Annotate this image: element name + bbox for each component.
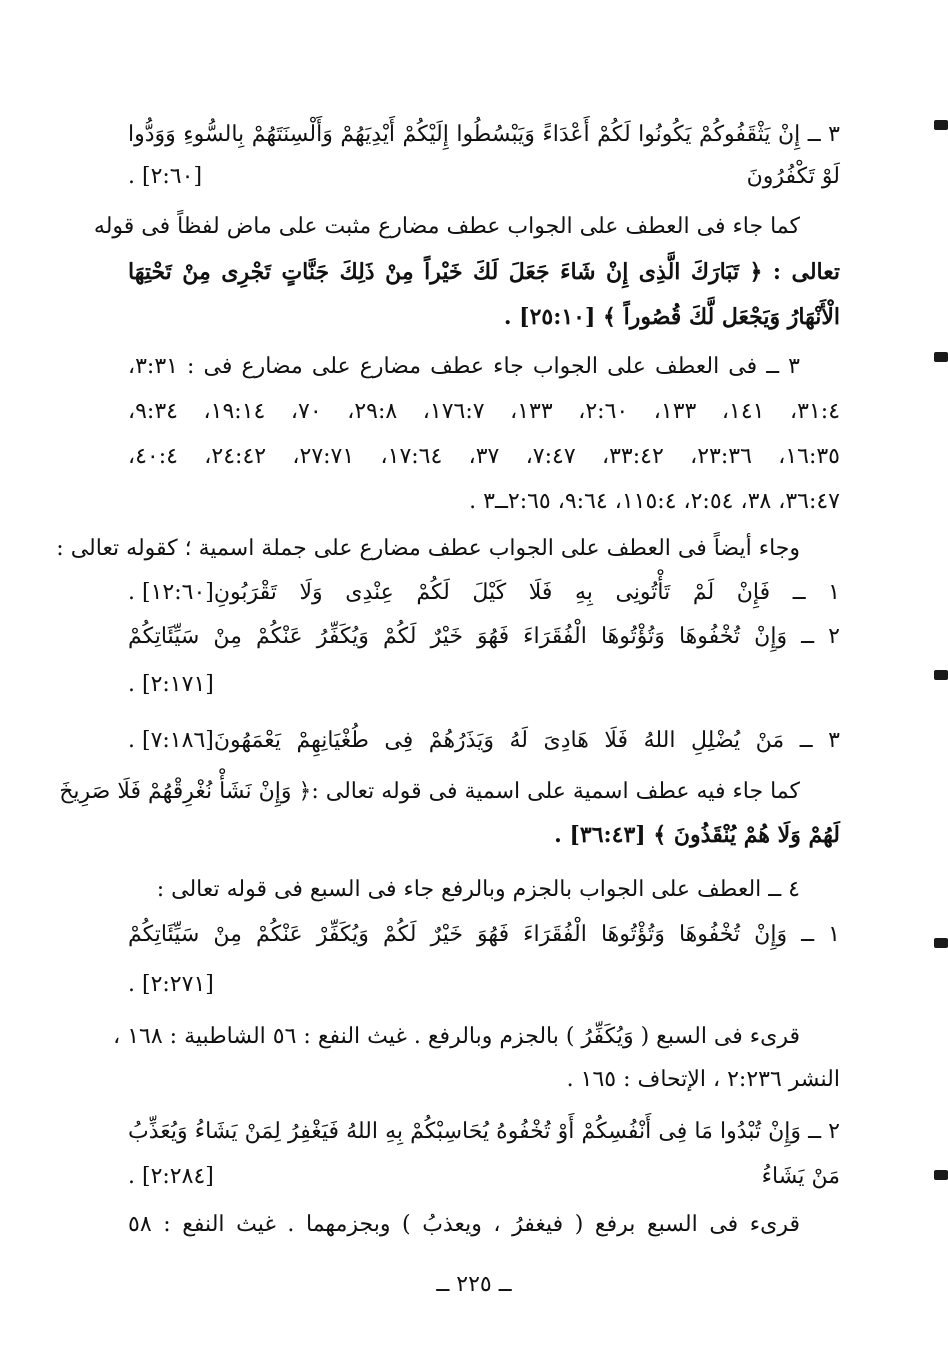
verse-reference: . [٢:٢٨٤] — [128, 1164, 214, 1189]
text-line — [128, 300, 840, 338]
text-line — [59, 775, 840, 813]
text-line — [128, 873, 840, 911]
line-text: النشر ٢:٢٣٦ ، الإتحاف : ١٦٥ . — [566, 1067, 840, 1092]
verse-reference: . [٢:٢٧١] — [128, 972, 214, 997]
verse-reference: . [٢:٦٠] — [128, 164, 203, 189]
line-text: لَهُمْ وَلَا هُمْ يُنْقَذُونَ ﴾ [٣٦:٤٣] . — [554, 822, 840, 848]
text-line — [128, 1160, 840, 1198]
line-text: ١٦:٣٥، ٢٣:٣٦، ٣٣:٤٢، ٧:٤٧، ٣٧، ١٧:٦٤، ٢٧:٧١، ٢٤:٤٢، ٤٠:٤، — [128, 444, 840, 469]
line-text: كما جاء فيه عطف اسمية على اسمية فى قوله تعالى :﴿ وَإِنْ نَشَأْ نُغْرِقْهُمْ فَلَا صَرِيخَ — [59, 779, 800, 804]
line-text: ٢ ــ وَإِنْ تُبْدُوا مَا فِى أَنْفُسِكُمْ أَوْ تُخْفُوهُ يُحَاسِبْكُمْ بِهِ اللهُ فَيَغْفِرُ لِمَنْ يَشَاءُ وَيُعَذِّبُ — [128, 1119, 840, 1144]
text-line — [128, 118, 840, 156]
text-line — [93, 210, 840, 248]
margin-mark — [934, 938, 948, 948]
text-line — [128, 576, 840, 614]
text-line — [128, 918, 840, 956]
verse-reference: . [٧:١٨٦] — [128, 728, 214, 753]
line-text: مَنْ يَشَاءُ — [761, 1164, 840, 1189]
margin-mark — [934, 670, 948, 680]
margin-mark — [934, 1170, 948, 1180]
text-line — [128, 668, 840, 706]
text-line — [128, 818, 840, 856]
text-line — [128, 440, 840, 478]
line-text: قرىء فى السبع برفع ( فيغفرُ ، ويعذبُ ) وبجزمهما . غيث النفع : ٥٨ — [128, 1212, 800, 1237]
text-line — [56, 532, 840, 570]
margin-mark — [934, 352, 948, 362]
line-text: ٣ ــ مَنْ يُضْلِلِ اللهُ فَلَا هَادِىَ لَهُ وَيَذَرُهُمْ فِى طُغْيَانِهِمْ يَعْمَهُونَ — [213, 728, 840, 753]
text-line — [128, 160, 840, 198]
line-text: ٣ ــ فى العطف على الجواب جاء عطف مضارع على مضارع فى : ٣:٣١، — [128, 354, 800, 379]
page-number: ــ ٢٢٥ ــ — [436, 1272, 512, 1297]
text-line — [128, 1063, 840, 1101]
line-text: ٣ ــ إِنْ يَثْقَفُوكُمْ يَكُونُوا لَكُمْ أَعْدَاءً وَيَبْسُطُوا إِلَيْكُمْ أَيْدِيَهُمْ وَأَلْسِنَتَهُمْ بِالسُّوءِ وَوَدُّوا — [128, 122, 840, 147]
text-line — [113, 1020, 840, 1058]
text-line — [128, 350, 840, 388]
verse-reference: . [٢:١٧١] — [128, 672, 214, 697]
line-text: لَوْ تَكْفُرُونَ — [746, 164, 840, 189]
line-text: وجاء أيضاً فى العطف على الجواب عطف مضارع على جملة اسمية ؛ كقوله تعالى : — [56, 536, 800, 561]
line-text: الْأَنْهَارُ وَيَجْعَل لَّكَ قُصُوراً ﴾ [٢٥:١٠] . — [503, 304, 840, 330]
text-line — [128, 485, 840, 523]
line-text: تعالى : ﴿ تَبَارَكَ الَّذِى إِنْ شَاءَ جَعَلَ لَكَ خَيْراً مِنْ ذَلِكَ جَنَّاتٍ تَجْرِى مِنْ تَحْتِهَا — [128, 259, 840, 285]
text-line — [128, 1115, 840, 1153]
line-text: كما جاء فى العطف على الجواب عطف مضارع مثبت على ماض لفظاً فى قوله — [93, 214, 800, 239]
line-text: ٣١:٤، ١٤١، ١٣٣، ٢:٦٠، ١٣٣، ١٧٦:٧، ٢٩:٨، ٧٠، ١٩:١٤، ٩:٣٤، — [128, 399, 841, 424]
text-line — [128, 1208, 840, 1246]
text-line — [128, 620, 840, 658]
line-text: ٢ ــ وَإِنْ تُخْفُوهَا وَتُؤْتُوهَا الْفُقَرَاءَ فَهُوَ خَيْرٌ لَكُمْ وَيُكَفِّرُ عَنْكُمْ مِنْ سَيِّئَاتِكُمْ — [128, 624, 840, 649]
text-line — [128, 255, 840, 293]
line-text: ٤ ــ العطف على الجواب بالجزم وبالرفع جاء فى السبع فى قوله تعالى : — [156, 877, 800, 902]
text-line — [128, 724, 840, 762]
text-line — [128, 968, 840, 1006]
verse-reference: . [١٢:٦٠] — [128, 580, 214, 605]
margin-mark — [934, 120, 948, 130]
line-text: ١ ــ وَإِنْ تُخْفُوهَا وَتُؤْتُوهَا الْفُقَرَاءَ فَهُوَ خَيْرٌ لَكُمْ وَيُكَفِّرْ عَنْكُمْ مِنْ سَيِّئَاتِكُمْ — [128, 922, 840, 947]
text-line — [128, 395, 840, 433]
line-text: ٣٦:٤٧، ٣٨، ٢:٥٤، ١١٥:٤، ٩:٦٤، ٢:٦٥ــ٣ . — [469, 489, 840, 514]
line-text: قرىء فى السبع ( وَيُكَفِّرُ ) بالجزم وبالرفع . غيث النفع : ٥٦ الشاطبية : ١٦٨ ، — [113, 1024, 800, 1049]
line-text: ١ ــ فَإِنْ لَمْ تَأْتُونِى بِهِ فَلَا كَيْلَ لَكُمْ عِنْدِى وَلَا تَقْرَبُونِ — [213, 580, 840, 605]
